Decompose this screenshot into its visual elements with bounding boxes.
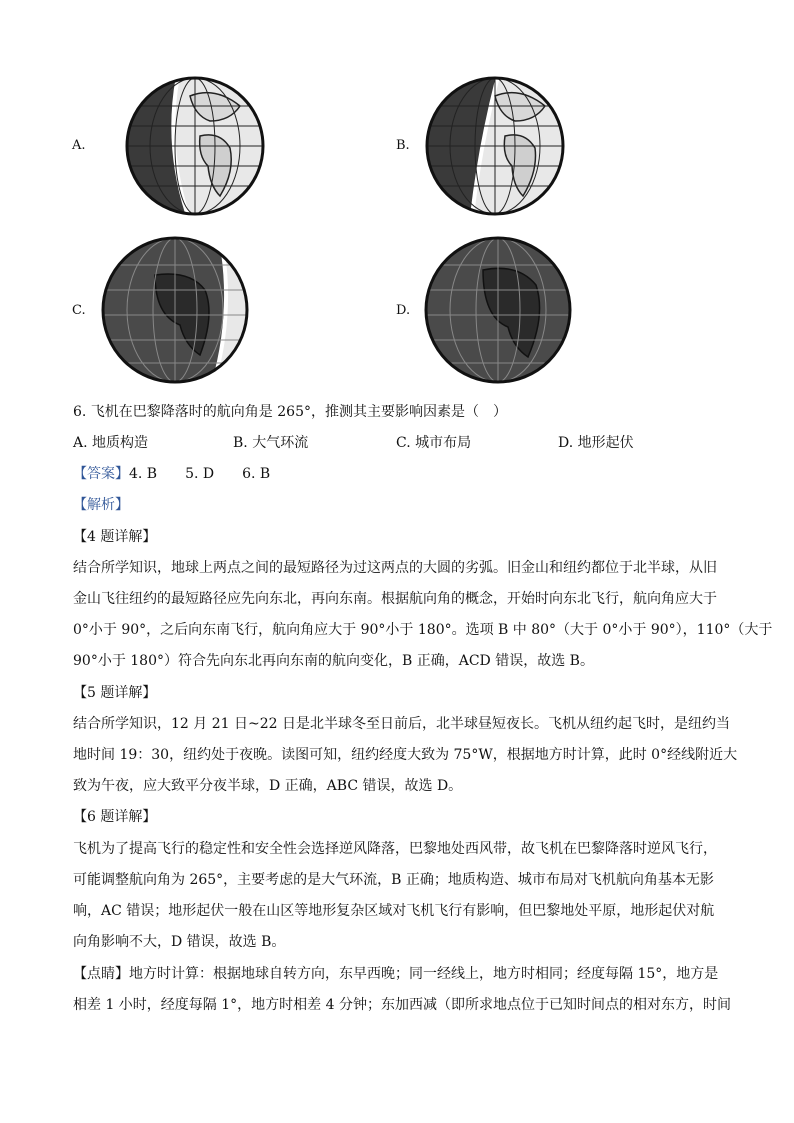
option-a-label: A.: [72, 138, 86, 153]
detail4-line: 0°小于 90°，之后向东南飞行，航向角应大于 90°小于 180°。选项 B 中 80°（大于 0°小于 90°），110°（大于: [73, 622, 773, 638]
answer-row: [73, 463, 270, 483]
detail5-tag: 【5 题详解】: [73, 685, 157, 701]
q6-choice-d: D. 地形起伏: [558, 435, 634, 451]
globe-d-figure: [418, 235, 578, 385]
detail5-line: 地时间 19：30，纽约处于夜晚。读图可知，纽约经度大致为 75°W，根据地方时计算，此时 0°经线附近大: [73, 747, 738, 763]
detail4-line: 金山飞往纽约的最短路径应先向东北，再向东南。根据航向角的概念，开始时向东北飞行，航向角应大于: [73, 591, 717, 607]
detail4-line: 90°小于 180°）符合先向东北再向东南的航向变化，B 正确，ACD 错误，故选 B。: [73, 653, 594, 669]
option-b-label: B.: [396, 138, 410, 153]
detail6-line: 响，AC 错误；地形起伏一般在山区等地形复杂区域对飞机飞行有影响，但巴黎地处平原，地形起伏对航: [73, 903, 715, 919]
q6-choice-c: C. 城市布局: [396, 435, 472, 451]
answer-text: 4. B 5. D 6. B: [129, 466, 271, 482]
detail6-line: 可能调整航向角为 265°，主要考虑的是大气环流，B 正确；地质构造、城市布局对飞机航向角基本无影: [73, 872, 714, 888]
detail5-line: 致为午夜，应大致平分夜半球，D 正确，ABC 错误，故选 D。: [73, 778, 463, 794]
answer-tag: 【答案】: [73, 466, 129, 482]
globe-c-figure: [95, 235, 255, 385]
detail4-tag: 【4 题详解】: [73, 529, 157, 545]
detail6-line: 飞机为了提高飞行的稳定性和安全性会选择逆风降落，巴黎地处西风带，故飞机在巴黎降落时逆风飞行，: [73, 841, 717, 857]
tip-tag: 【点睛】: [73, 966, 129, 982]
detail6-tag: 【6 题详解】: [73, 809, 157, 825]
option-d-label: D.: [396, 303, 411, 318]
detail5-line: 结合所学知识，12 月 21 日~22 日是北半球冬至日前后，北半球昼短夜长。飞机从纽约起飞时，是纽约当: [73, 716, 730, 732]
q6-stem: 6. 飞机在巴黎降落时的航向角是 265°，推测其主要影响因素是（ ）: [73, 404, 507, 420]
globe-a-figure: [120, 76, 270, 216]
detail4-line: 结合所学知识，地球上两点之间的最短路径为过这两点的大圆的劣弧。旧金山和纽约都位于北半球，从旧: [73, 560, 717, 576]
tip-line: 相差 1 小时，经度每隔 1°，地方时相差 4 分钟；东加西减（即所求地点位于已知时间点的相对东方，时间: [73, 997, 731, 1013]
option-c-label: C.: [72, 303, 86, 318]
q6-choice-a: A. 地质构造: [73, 435, 149, 451]
detail6-line: 向角影响不大，D 错误，故选 B。: [73, 934, 286, 950]
q6-choice-b: B. 大气环流: [233, 435, 309, 451]
tip-line: 地方时计算：根据地球自转方向，东早西晚；同一经线上，地方时相同；经度每隔 15°，地方是: [129, 966, 719, 982]
analysis-tag: 【解析】: [73, 497, 129, 513]
globe-b-figure: [420, 76, 570, 216]
tip-row: [73, 963, 718, 983]
